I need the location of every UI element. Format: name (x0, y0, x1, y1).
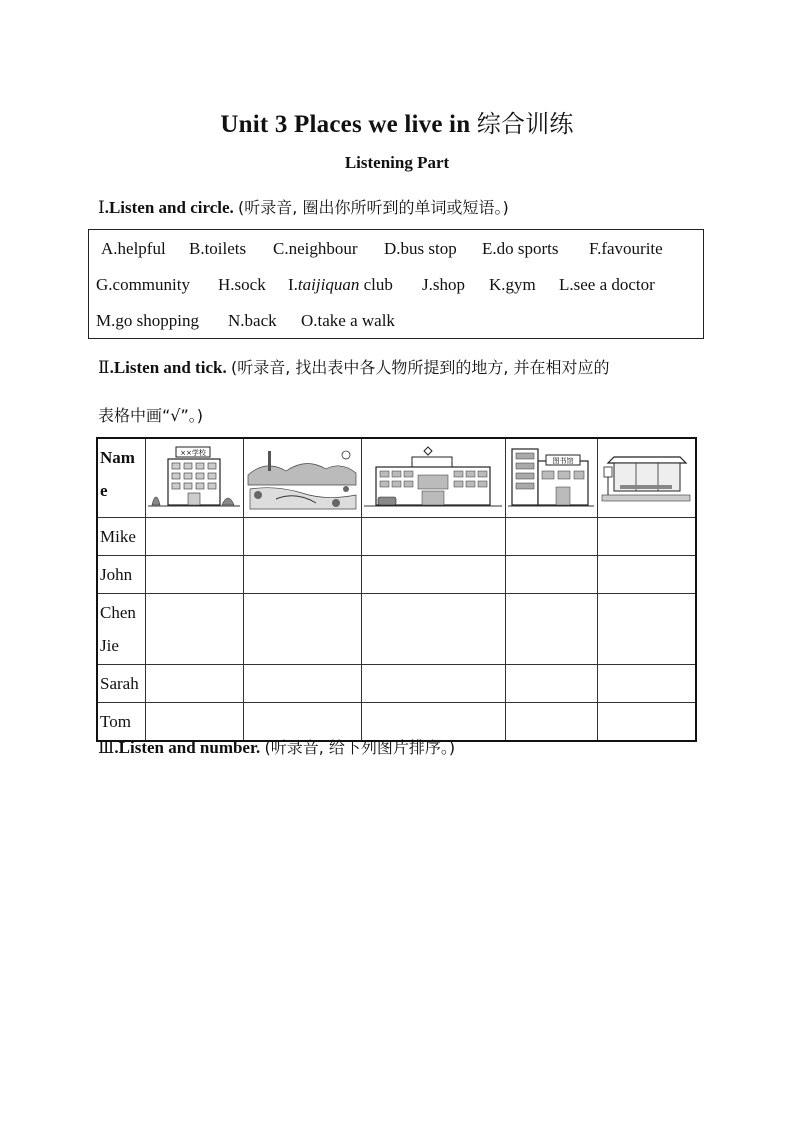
table-row (97, 518, 696, 556)
word-option[interactable]: I.taijiquan club (288, 275, 393, 294)
tick-cell[interactable] (145, 518, 243, 556)
library-sign: 图书馆 (552, 457, 574, 465)
word-option[interactable]: M.go shopping (96, 311, 199, 330)
tick-cell[interactable] (145, 556, 243, 594)
row-name: Sarah (97, 665, 145, 703)
section-2-chinese: (听录音, 找出表中各人物所提到的地方, 并在相对应的 (230, 358, 610, 377)
tick-cell[interactable] (505, 518, 597, 556)
section-3-heading (98, 735, 455, 758)
section-2-heading (98, 355, 610, 378)
title-english: Unit 3 Places we live in (220, 111, 471, 138)
school-picture (145, 438, 243, 518)
word-option[interactable]: F.favourite (589, 239, 663, 258)
tick-cell[interactable] (361, 556, 505, 594)
section-3-instruction: .Listen and number. (114, 738, 261, 757)
school-sign: ××学校 (180, 449, 206, 457)
tick-cell[interactable] (597, 556, 696, 594)
section-2-chinese-line-2: 表格中画“√”。) (98, 406, 204, 425)
word-bank (88, 229, 704, 339)
tick-cell[interactable] (505, 594, 597, 665)
row-name: John (97, 556, 145, 594)
word-option[interactable]: O.take a walk (301, 311, 395, 330)
word-option[interactable]: A.helpful (101, 239, 166, 258)
page-subtitle: Listening Part (344, 153, 450, 172)
row-name: Chen Jie (97, 594, 145, 665)
word-option[interactable]: G.community (96, 275, 190, 294)
section-1-number: Ⅰ (98, 198, 105, 218)
section-3-number: Ⅲ (98, 738, 115, 758)
page-title (0, 104, 794, 139)
tick-cell[interactable] (597, 518, 696, 556)
tick-cell[interactable] (145, 594, 243, 665)
word-option[interactable]: L.see a doctor (559, 275, 655, 294)
hospital-picture (361, 438, 505, 518)
section-2-instruction: .Listen and tick. (109, 358, 227, 377)
section-2-heading-continued (98, 403, 203, 426)
tick-cell[interactable] (597, 594, 696, 665)
park-picture (243, 438, 361, 518)
row-name: Mike (97, 518, 145, 556)
tick-cell[interactable] (145, 665, 243, 703)
title-chinese: 综合训练 (476, 110, 574, 138)
tick-cell[interactable] (505, 665, 597, 703)
table-row (97, 665, 696, 703)
section-1-chinese: (听录音, 圈出你所听到的单词或短语。) (238, 198, 509, 217)
word-option[interactable]: J.shop (422, 275, 465, 294)
tick-cell[interactable] (243, 665, 361, 703)
section-1-instruction: .Listen and circle. (104, 198, 234, 217)
row-name: Tom (97, 703, 145, 742)
word-option[interactable]: H.sock (218, 275, 266, 294)
name-header: Nam e (97, 438, 145, 518)
tick-cell[interactable] (243, 594, 361, 665)
word-option[interactable]: N.back (228, 311, 277, 330)
table-row (97, 594, 696, 665)
table-row (97, 556, 696, 594)
word-option[interactable]: K.gym (489, 275, 536, 294)
section-2-number: Ⅱ (98, 358, 110, 378)
table-header-row (97, 438, 696, 518)
section-1-heading (98, 195, 509, 218)
tick-cell[interactable] (361, 594, 505, 665)
word-option[interactable]: D.bus stop (384, 239, 457, 258)
bus-stop-picture (597, 438, 696, 518)
tick-cell[interactable] (243, 556, 361, 594)
tick-cell[interactable] (505, 556, 597, 594)
tick-cell[interactable] (361, 665, 505, 703)
tick-table (96, 437, 697, 742)
word-option[interactable]: E.do sports (482, 239, 559, 258)
tick-cell[interactable] (361, 518, 505, 556)
tick-cell[interactable] (243, 518, 361, 556)
library-picture (505, 438, 597, 518)
word-option[interactable]: B.toilets (189, 239, 247, 258)
section-3-chinese: (听录音, 给下列图片排序。) (264, 738, 456, 757)
word-option[interactable]: C.neighbour (273, 239, 358, 258)
tick-cell[interactable] (597, 703, 696, 742)
tick-cell[interactable] (505, 703, 597, 742)
tick-cell[interactable] (597, 665, 696, 703)
